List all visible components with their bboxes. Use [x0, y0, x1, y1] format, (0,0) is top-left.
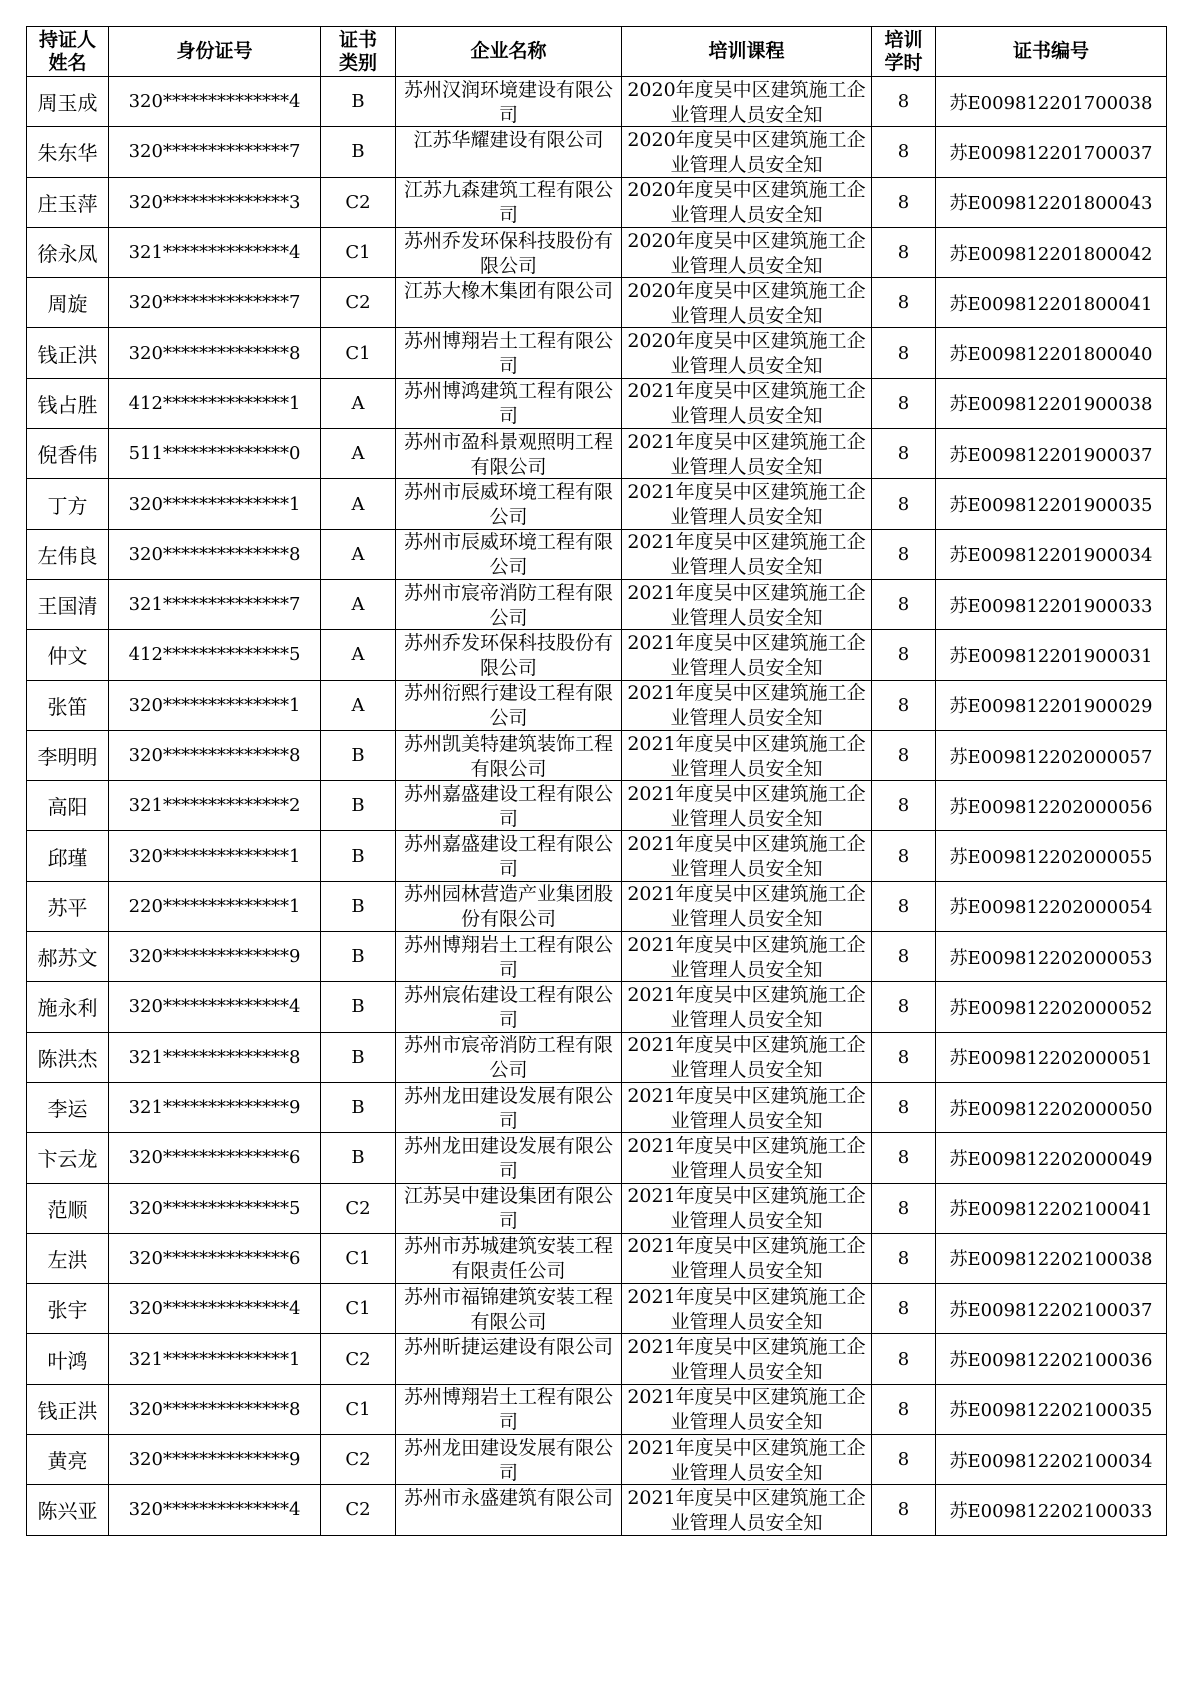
cell-category: A [321, 378, 396, 428]
cell-name: 朱东华 [27, 127, 109, 177]
cell-cert-no: 苏E009812201800043 [936, 177, 1167, 227]
cell-hours: 8 [872, 630, 936, 680]
cell-id: 320**************6 [109, 1233, 321, 1283]
cell-cert-no: 苏E009812201800041 [936, 278, 1167, 328]
table-row [27, 630, 1167, 680]
cell-name: 叶鸿 [27, 1334, 109, 1384]
cell-company: 苏州市福锦建筑安装工程有限公司 [396, 1284, 622, 1334]
cell-hours: 8 [872, 328, 936, 378]
cell-name: 徐永凤 [27, 227, 109, 277]
cell-course: 2021年度吴中区建筑施工企业管理人员安全知 [622, 932, 872, 982]
cell-course: 2020年度吴中区建筑施工企业管理人员安全知 [622, 127, 872, 177]
cell-cert-no: 苏E009812201800042 [936, 227, 1167, 277]
cell-id: 320**************5 [109, 1183, 321, 1233]
certificate-table-sheet [26, 26, 1166, 1536]
cell-cert-no: 苏E009812202000056 [936, 781, 1167, 831]
cell-name: 郝苏文 [27, 932, 109, 982]
table-row [27, 579, 1167, 629]
cell-hours: 8 [872, 781, 936, 831]
table-row [27, 1032, 1167, 1082]
cell-company: 苏州嘉盛建设工程有限公司 [396, 831, 622, 881]
cell-course: 2020年度吴中区建筑施工企业管理人员安全知 [622, 177, 872, 227]
cell-course: 2021年度吴中区建筑施工企业管理人员安全知 [622, 529, 872, 579]
cell-hours: 8 [872, 1133, 936, 1183]
cell-course: 2021年度吴中区建筑施工企业管理人员安全知 [622, 1233, 872, 1283]
cell-name: 卞云龙 [27, 1133, 109, 1183]
cell-company: 苏州市永盛建筑有限公司 [396, 1485, 622, 1535]
header-id: 身份证号 [109, 27, 321, 77]
cell-cert-no: 苏E009812201900038 [936, 378, 1167, 428]
cell-id: 321**************7 [109, 579, 321, 629]
cell-category: B [321, 781, 396, 831]
cell-name: 左伟良 [27, 529, 109, 579]
cell-name: 范顺 [27, 1183, 109, 1233]
cell-id: 320**************4 [109, 982, 321, 1032]
cell-company: 苏州龙田建设发展有限公司 [396, 1133, 622, 1183]
cell-cert-no: 苏E009812202000055 [936, 831, 1167, 881]
cell-course: 2020年度吴中区建筑施工企业管理人员安全知 [622, 278, 872, 328]
cell-company: 苏州龙田建设发展有限公司 [396, 1435, 622, 1485]
cell-cert-no: 苏E009812202100035 [936, 1384, 1167, 1434]
table-row [27, 1435, 1167, 1485]
cell-company: 苏州凯美特建筑装饰工程有限公司 [396, 730, 622, 780]
cell-id: 321**************8 [109, 1032, 321, 1082]
cell-course: 2021年度吴中区建筑施工企业管理人员安全知 [622, 1183, 872, 1233]
cell-hours: 8 [872, 1485, 936, 1535]
cell-name: 庄玉萍 [27, 177, 109, 227]
cell-category: B [321, 1032, 396, 1082]
cell-cert-no: 苏E009812202100036 [936, 1334, 1167, 1384]
header-company: 企业名称 [396, 27, 622, 77]
cell-company: 江苏大橡木集团有限公司 [396, 278, 622, 328]
cell-name: 王国清 [27, 579, 109, 629]
cell-company: 苏州乔发环保科技股份有限公司 [396, 227, 622, 277]
cell-name: 苏平 [27, 881, 109, 931]
table-header [27, 27, 1167, 77]
cell-name: 施永利 [27, 982, 109, 1032]
cell-company: 江苏吴中建设集团有限公司 [396, 1183, 622, 1233]
cell-company: 苏州市宸帝消防工程有限公司 [396, 1032, 622, 1082]
table-row [27, 1133, 1167, 1183]
table-row [27, 680, 1167, 730]
cell-course: 2021年度吴中区建筑施工企业管理人员安全知 [622, 680, 872, 730]
cell-category: B [321, 982, 396, 1032]
cell-hours: 8 [872, 1334, 936, 1384]
cell-hours: 8 [872, 1082, 936, 1132]
table-row [27, 781, 1167, 831]
cell-hours: 8 [872, 1384, 936, 1434]
cell-name: 左洪 [27, 1233, 109, 1283]
cell-id: 320**************4 [109, 1485, 321, 1535]
table-row [27, 529, 1167, 579]
table-row [27, 1284, 1167, 1334]
table-row [27, 328, 1167, 378]
cell-cert-no: 苏E009812202000053 [936, 932, 1167, 982]
cell-hours: 8 [872, 1284, 936, 1334]
cell-category: B [321, 730, 396, 780]
cell-id: 511**************0 [109, 429, 321, 479]
cell-name: 仲文 [27, 630, 109, 680]
cell-id: 320**************8 [109, 730, 321, 780]
cell-cert-no: 苏E009812201900035 [936, 479, 1167, 529]
cell-name: 钱占胜 [27, 378, 109, 428]
cell-hours: 8 [872, 1032, 936, 1082]
cell-id: 320**************6 [109, 1133, 321, 1183]
cell-company: 苏州市盈科景观照明工程有限公司 [396, 429, 622, 479]
table-row [27, 1233, 1167, 1283]
table-row [27, 1082, 1167, 1132]
cell-company: 苏州园林营造产业集团股份有限公司 [396, 881, 622, 931]
table-row [27, 1485, 1167, 1535]
cell-category: B [321, 831, 396, 881]
cell-id: 320**************8 [109, 328, 321, 378]
cell-cert-no: 苏E009812201900031 [936, 630, 1167, 680]
cell-id: 412**************5 [109, 630, 321, 680]
cell-company: 苏州博翔岩土工程有限公司 [396, 932, 622, 982]
cell-id: 321**************1 [109, 1334, 321, 1384]
cell-course: 2021年度吴中区建筑施工企业管理人员安全知 [622, 479, 872, 529]
cell-category: A [321, 680, 396, 730]
table-row [27, 227, 1167, 277]
header-cert-no: 证书编号 [936, 27, 1167, 77]
cell-name: 邱瑾 [27, 831, 109, 881]
cell-id: 321**************4 [109, 227, 321, 277]
cell-id: 220**************1 [109, 881, 321, 931]
header-name: 持证人姓名 [27, 27, 109, 77]
cell-hours: 8 [872, 127, 936, 177]
cell-company: 江苏九森建筑工程有限公司 [396, 177, 622, 227]
cell-course: 2021年度吴中区建筑施工企业管理人员安全知 [622, 378, 872, 428]
cell-company: 苏州市宸帝消防工程有限公司 [396, 579, 622, 629]
cell-course: 2021年度吴中区建筑施工企业管理人员安全知 [622, 1485, 872, 1535]
table-body [27, 77, 1167, 1536]
cell-cert-no: 苏E009812201900034 [936, 529, 1167, 579]
cell-cert-no: 苏E009812202100034 [936, 1435, 1167, 1485]
table-row [27, 881, 1167, 931]
cell-name: 黄亮 [27, 1435, 109, 1485]
cell-category: A [321, 479, 396, 529]
cell-id: 320**************8 [109, 1384, 321, 1434]
cell-cert-no: 苏E009812201700037 [936, 127, 1167, 177]
cell-hours: 8 [872, 227, 936, 277]
cell-hours: 8 [872, 177, 936, 227]
cell-course: 2021年度吴中区建筑施工企业管理人员安全知 [622, 781, 872, 831]
cell-category: C2 [321, 1334, 396, 1384]
cell-id: 320**************1 [109, 680, 321, 730]
cell-cert-no: 苏E009812202000057 [936, 730, 1167, 780]
cell-course: 2021年度吴中区建筑施工企业管理人员安全知 [622, 831, 872, 881]
cell-company: 苏州市苏城建筑安装工程有限责任公司 [396, 1233, 622, 1283]
cell-hours: 8 [872, 831, 936, 881]
cell-id: 321**************9 [109, 1082, 321, 1132]
cell-id: 320**************8 [109, 529, 321, 579]
cell-name: 周旋 [27, 278, 109, 328]
cell-category: C2 [321, 1485, 396, 1535]
cell-id: 320**************1 [109, 831, 321, 881]
cell-category: C2 [321, 1435, 396, 1485]
table-row [27, 429, 1167, 479]
cell-hours: 8 [872, 479, 936, 529]
cell-id: 320**************7 [109, 127, 321, 177]
cell-course: 2021年度吴中区建筑施工企业管理人员安全知 [622, 630, 872, 680]
cell-category: C2 [321, 177, 396, 227]
cell-cert-no: 苏E009812201900033 [936, 579, 1167, 629]
cell-id: 320**************9 [109, 1435, 321, 1485]
cell-id: 320**************4 [109, 1284, 321, 1334]
cell-category: B [321, 1133, 396, 1183]
cell-hours: 8 [872, 881, 936, 931]
cell-id: 320**************4 [109, 77, 321, 127]
table-row [27, 1183, 1167, 1233]
cell-company: 苏州市辰威环境工程有限公司 [396, 529, 622, 579]
cell-course: 2021年度吴中区建筑施工企业管理人员安全知 [622, 1334, 872, 1384]
certificate-table [26, 26, 1167, 1536]
cell-id: 321**************2 [109, 781, 321, 831]
cell-course: 2021年度吴中区建筑施工企业管理人员安全知 [622, 1133, 872, 1183]
cell-hours: 8 [872, 982, 936, 1032]
cell-category: A [321, 579, 396, 629]
cell-name: 李明明 [27, 730, 109, 780]
cell-cert-no: 苏E009812202000049 [936, 1133, 1167, 1183]
cell-company: 苏州博翔岩土工程有限公司 [396, 328, 622, 378]
cell-category: C1 [321, 328, 396, 378]
cell-category: C2 [321, 1183, 396, 1233]
cell-category: C1 [321, 1284, 396, 1334]
cell-cert-no: 苏E009812202100038 [936, 1233, 1167, 1283]
cell-category: C1 [321, 1233, 396, 1283]
cell-name: 张宇 [27, 1284, 109, 1334]
cell-course: 2021年度吴中区建筑施工企业管理人员安全知 [622, 429, 872, 479]
cell-cert-no: 苏E009812202000052 [936, 982, 1167, 1032]
cell-cert-no: 苏E009812201700038 [936, 77, 1167, 127]
cell-course: 2021年度吴中区建筑施工企业管理人员安全知 [622, 1032, 872, 1082]
cell-hours: 8 [872, 1233, 936, 1283]
cell-hours: 8 [872, 77, 936, 127]
cell-category: B [321, 77, 396, 127]
cell-category: B [321, 881, 396, 931]
cell-category: A [321, 429, 396, 479]
header-category: 证书类别 [321, 27, 396, 77]
cell-category: C1 [321, 227, 396, 277]
cell-hours: 8 [872, 529, 936, 579]
cell-course: 2021年度吴中区建筑施工企业管理人员安全知 [622, 1082, 872, 1132]
cell-course: 2021年度吴中区建筑施工企业管理人员安全知 [622, 1435, 872, 1485]
cell-hours: 8 [872, 932, 936, 982]
header-row [27, 27, 1167, 77]
cell-name: 高阳 [27, 781, 109, 831]
cell-id: 412**************1 [109, 378, 321, 428]
cell-category: B [321, 127, 396, 177]
table-row [27, 177, 1167, 227]
cell-name: 周玉成 [27, 77, 109, 127]
cell-company: 苏州嘉盛建设工程有限公司 [396, 781, 622, 831]
cell-cert-no: 苏E009812201800040 [936, 328, 1167, 378]
cell-id: 320**************9 [109, 932, 321, 982]
cell-company: 苏州博鸿建筑工程有限公司 [396, 378, 622, 428]
header-course: 培训课程 [622, 27, 872, 77]
table-row [27, 982, 1167, 1032]
cell-category: C2 [321, 278, 396, 328]
cell-name: 张笛 [27, 680, 109, 730]
cell-hours: 8 [872, 579, 936, 629]
cell-course: 2021年度吴中区建筑施工企业管理人员安全知 [622, 1384, 872, 1434]
cell-hours: 8 [872, 680, 936, 730]
table-row [27, 1334, 1167, 1384]
cell-category: A [321, 529, 396, 579]
cell-name: 钱正洪 [27, 328, 109, 378]
cell-id: 320**************1 [109, 479, 321, 529]
cell-cert-no: 苏E009812202100037 [936, 1284, 1167, 1334]
table-row [27, 77, 1167, 127]
cell-hours: 8 [872, 1435, 936, 1485]
cell-name: 陈兴亚 [27, 1485, 109, 1535]
cell-category: B [321, 932, 396, 982]
cell-hours: 8 [872, 429, 936, 479]
cell-course: 2021年度吴中区建筑施工企业管理人员安全知 [622, 730, 872, 780]
table-row [27, 479, 1167, 529]
cell-name: 钱正洪 [27, 1384, 109, 1434]
cell-company: 苏州乔发环保科技股份有限公司 [396, 630, 622, 680]
cell-company: 苏州昕捷运建设有限公司 [396, 1334, 622, 1384]
cell-course: 2021年度吴中区建筑施工企业管理人员安全知 [622, 881, 872, 931]
cell-course: 2020年度吴中区建筑施工企业管理人员安全知 [622, 328, 872, 378]
cell-course: 2020年度吴中区建筑施工企业管理人员安全知 [622, 227, 872, 277]
cell-hours: 8 [872, 378, 936, 428]
cell-cert-no: 苏E009812202000050 [936, 1082, 1167, 1132]
table-row [27, 831, 1167, 881]
table-row [27, 932, 1167, 982]
cell-id: 320**************7 [109, 278, 321, 328]
cell-hours: 8 [872, 730, 936, 780]
cell-course: 2021年度吴中区建筑施工企业管理人员安全知 [622, 579, 872, 629]
cell-cert-no: 苏E009812201900029 [936, 680, 1167, 730]
table-row [27, 127, 1167, 177]
cell-company: 苏州市辰威环境工程有限公司 [396, 479, 622, 529]
cell-company: 江苏华耀建设有限公司 [396, 127, 622, 177]
cell-course: 2021年度吴中区建筑施工企业管理人员安全知 [622, 1284, 872, 1334]
cell-category: B [321, 1082, 396, 1132]
cell-hours: 8 [872, 278, 936, 328]
table-row [27, 278, 1167, 328]
header-hours: 培训学时 [872, 27, 936, 77]
cell-cert-no: 苏E009812202000051 [936, 1032, 1167, 1082]
table-row [27, 1384, 1167, 1434]
cell-company: 苏州衍熙行建设工程有限公司 [396, 680, 622, 730]
cell-cert-no: 苏E009812201900037 [936, 429, 1167, 479]
cell-name: 李运 [27, 1082, 109, 1132]
cell-company: 苏州博翔岩土工程有限公司 [396, 1384, 622, 1434]
cell-name: 陈洪杰 [27, 1032, 109, 1082]
cell-name: 倪香伟 [27, 429, 109, 479]
table-row [27, 730, 1167, 780]
cell-course: 2021年度吴中区建筑施工企业管理人员安全知 [622, 982, 872, 1032]
cell-id: 320**************3 [109, 177, 321, 227]
cell-company: 苏州汉润环境建设有限公司 [396, 77, 622, 127]
cell-cert-no: 苏E009812202100041 [936, 1183, 1167, 1233]
cell-category: A [321, 630, 396, 680]
cell-name: 丁方 [27, 479, 109, 529]
cell-company: 苏州宸佑建设工程有限公司 [396, 982, 622, 1032]
cell-hours: 8 [872, 1183, 936, 1233]
cell-cert-no: 苏E009812202000054 [936, 881, 1167, 931]
cell-category: C1 [321, 1384, 396, 1434]
cell-cert-no: 苏E009812202100033 [936, 1485, 1167, 1535]
table-row [27, 378, 1167, 428]
cell-company: 苏州龙田建设发展有限公司 [396, 1082, 622, 1132]
cell-course: 2020年度吴中区建筑施工企业管理人员安全知 [622, 77, 872, 127]
